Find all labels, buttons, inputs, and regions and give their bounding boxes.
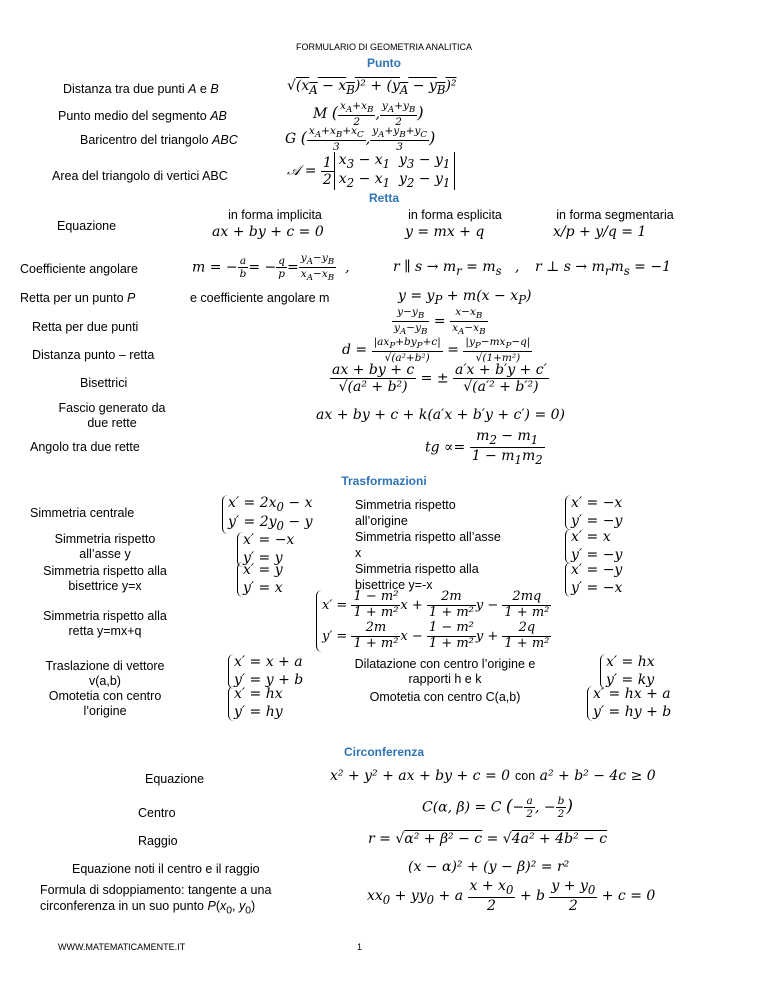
point-line-formula: $y = y_P + m(x - x_P)$ xyxy=(398,288,532,307)
footer-site: WWW.MATEMATICAMENTE.IT xyxy=(58,942,186,952)
x-axis-symmetry-label: Simmetria rispetto all’asse x xyxy=(355,530,501,560)
distance-formula: $√(x_A - x_B)^2 + (y_A - y_B)^2$ xyxy=(287,78,457,97)
homothety-center-formula: x′ = hx + a y′ = hy + b xyxy=(587,686,671,721)
angle-formula: tg ∝= $\frac{m_2 - m_1}{1 - m_1m_2}$ xyxy=(425,428,543,468)
page-number: 1 xyxy=(357,942,363,952)
translation-label: Traslazione di vettore v(a,b) xyxy=(45,659,165,688)
midpoint-label: Punto medio del segmento AB xyxy=(58,109,227,123)
section-title-trasformazioni: Trasformazioni xyxy=(341,474,427,488)
circle-condition: con a² + b² − 4c ≥ 0 xyxy=(515,768,656,784)
area-label: Area del triangolo di vertici ABC xyxy=(52,169,228,183)
page-header: FORMULARIO DI GEOMETRIA ANALITICA xyxy=(295,42,473,52)
origin-symmetry-label: Simmetria rispetto all’origine xyxy=(355,498,456,528)
perpendicular-formula: r ⊥ $s \to m_rm_s = -1$ xyxy=(535,259,671,278)
bisector-y-minus-x-formula: x′ = −y y′ = −x xyxy=(565,562,622,597)
distance-label: Distanza tra due punti A e B xyxy=(63,82,219,96)
section-title-circonferenza: Circonferenza xyxy=(343,745,425,759)
y-axis-symmetry-label: Simmetria rispetto all’asse y xyxy=(54,532,156,561)
pencil-formula: ax + by + c + k(a′x + b′y + c′) = 0) xyxy=(316,407,566,423)
distance-line-formula: d = $\frac{|ax_P+by_P+c|}{\text{√(a²+b²)}}$ = $\frac{|y_P-mx_P-q|}{\text{√(1+m²)}}$ xyxy=(342,336,531,365)
segment-label: in forma segmentaria xyxy=(556,208,674,222)
angle-label: Angolo tra due rette xyxy=(30,440,140,454)
equation-label: Equazione xyxy=(57,219,117,233)
homothety-label: Omotetia con centro l’origine xyxy=(48,689,162,718)
midpoint-formula: M ( $\frac{x_A+x_B}{2}$ , $\frac{y_A+y_B}{2}$ ) xyxy=(313,100,424,129)
line-symmetry-label: Simmetria rispetto alla retta y=mx+q xyxy=(43,609,167,638)
two-points-label: Retta per due punti xyxy=(32,320,139,334)
bisector-yx-formula: x′ = y y′ = x xyxy=(237,562,283,597)
split-formula-label: Formula di sdoppiamento: tangente a una circonferenza in un suo punto $P(x_0$, $y_0$) xyxy=(40,883,272,917)
point-line-label: Retta per un punto P xyxy=(20,291,136,305)
bisector-label: Bisettrici xyxy=(80,376,128,390)
slope-label: Coefficiente angolare xyxy=(20,262,138,276)
translation-formula: x′ = x + a y′ = y + b xyxy=(228,654,303,689)
distance-line-label: Distanza punto – retta xyxy=(32,348,155,362)
y-axis-symmetry-formula: x′ = −x y′ = y xyxy=(237,532,294,567)
section-title-retta: Retta xyxy=(368,191,399,205)
origin-symmetry-formula: x′ = −x y′ = −y xyxy=(565,495,622,530)
center-radius-label: Equazione noti il centro e il raggio xyxy=(72,862,260,876)
circle-equation-label: Equazione xyxy=(145,772,205,786)
radius-formula: r = √α² + β² − c = √4a² + 4b² − c xyxy=(368,831,608,847)
center-formula: C(α, β) = C (− $\frac{a}{2}$ , − $\frac{b}{2}$ ) xyxy=(422,795,573,821)
explicit-formula: y = mx + q xyxy=(405,224,485,240)
implicit-label: in forma implicita xyxy=(228,208,322,222)
point-line-mid: e coefficiente angolare m xyxy=(190,291,330,305)
area-formula: 𝒜 = $\frac{1}{2}$ $x_3 - x_1$ $y_3 - y_1$ $x_2 - x_1$ $y_2 - y_1$ xyxy=(287,152,455,190)
barycenter-label: Baricentro del triangolo ABC xyxy=(80,133,238,147)
segment-formula: x/p + y/q = 1 xyxy=(553,224,647,240)
bisector-formula: $\frac{ax + by + c}{\text{√(a² + b²)}}$ = ± $\frac{a'x + b'y + c'}{\text{√(a′² + b′²)}}$ xyxy=(332,362,547,396)
dilation-formula: x′ = hx y′ = ky xyxy=(600,654,655,689)
bisector-yx-label: Simmetria rispetto alla bisettrice y=x xyxy=(43,564,167,593)
homothety-formula: x′ = hx y′ = hy xyxy=(228,686,283,721)
slope-formula: m = − $\frac{a}{b}$ = − $\frac{q}{p}$ = $\frac{y_A-y_B}{x_A-x_B}$ , xyxy=(192,252,350,284)
parallel-formula: r ∥ $s \to m_r = m_s$ , xyxy=(393,259,520,278)
bisector-y-minus-x-label: Simmetria rispetto alla bisettrice y=-x xyxy=(355,562,479,592)
radius-label: Raggio xyxy=(138,834,178,848)
section-title-punto: Punto xyxy=(367,56,401,70)
two-points-formula: $\frac{y-y_B}{y_A-y_B}$ = $\frac{x-x_B}{x_A-x_B}$ xyxy=(394,306,486,338)
x-axis-symmetry-formula: x′ = x y′ = −y xyxy=(565,529,622,564)
explicit-label: in forma esplicita xyxy=(408,208,502,222)
center-radius-formula: (x − α)² + (y − β)² = r² xyxy=(408,859,570,875)
center-label: Centro xyxy=(138,806,176,820)
homothety-center-label: Omotetia con centro C(a,b) xyxy=(369,690,521,704)
line-symmetry-formula: x′ = $\frac{\text{1 − m²}}{\text{1 + m²}}$ x + $\frac{2m}{\text{1 + m²}}$ y − $\frac{2mq}{\text{1 + m²}}$ y′ = $\frac{2m}{\text{1 + m²}}$ x − $\frac{\text{1 − m²}}{\text{1 + m²}}$ y + $\frac{2q}{\text{1 + m²}}$ xyxy=(316,590,551,652)
barycenter-formula: G ( $\frac{x_A+x_B+x_C}{3}$ , $\frac{y_A+y_B+y_C}{3}$ ) xyxy=(285,125,436,154)
central-symmetry-formula: $x' = 2x_0 - x$ $y' = 2y_0 - y$ xyxy=(222,495,313,534)
pencil-label: Fascio generato da due rette xyxy=(58,401,166,430)
split-formula: $xx_0 + yy_0 + a$ $\frac{x + x_0}{2}$ + b $\frac{y + y_0}{2}$ + c = 0 xyxy=(367,878,656,915)
dilation-label: Dilatazione con centro l’origine e rapporti h e k xyxy=(354,657,536,686)
implicit-formula: ax + by + c = 0 xyxy=(212,224,324,240)
circle-equation-formula: x² + y² + ax + by + c = 0 xyxy=(330,768,511,784)
central-symmetry-label: Simmetria centrale xyxy=(30,506,135,520)
